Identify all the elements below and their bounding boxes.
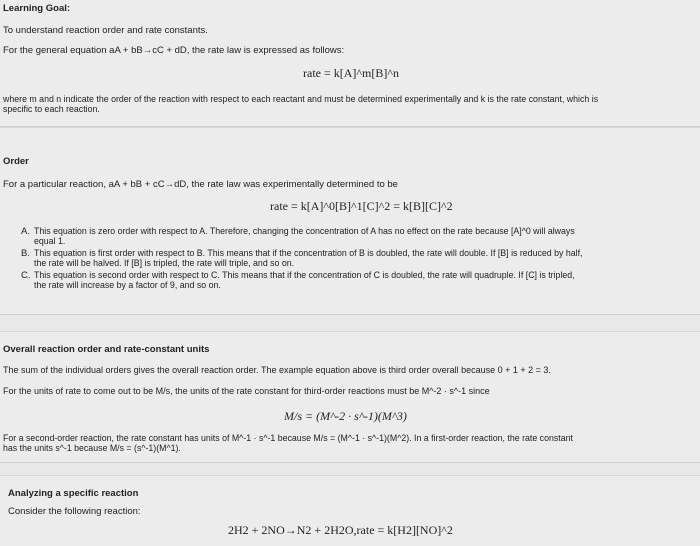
order-item-c-marker: C. xyxy=(21,270,31,281)
general-equation-intro: For the general equation aA + bB→cC + dD, the rate law is expressed as follows: xyxy=(3,45,345,56)
order-item-a-line2: equal 1. xyxy=(34,236,66,246)
order-item-b-line2: the rate will be halved. If [B] is tripled, the rate will triple, and so on. xyxy=(34,258,295,268)
general-rate-law: rate = k[A]^m[B]^n xyxy=(303,66,399,80)
order-section xyxy=(0,127,700,315)
learning-goal-heading: Learning Goal: xyxy=(3,3,71,14)
consider-text: Consider the following reaction: xyxy=(8,506,141,517)
order-heading: Order xyxy=(3,156,29,167)
where-explanation-line1: where m and n indicate the order of the reaction with respect to each reactant and must be determined experimentally and k is the rate constant, which is xyxy=(3,94,599,104)
order-item-c-line1: This equation is second order with respect to C. This means that if the concentration of C is doubled, the rate will quadruple. If [C] is tripled, xyxy=(34,270,575,280)
analyzing-heading: Analyzing a specific reaction xyxy=(8,488,139,499)
learning-goal-section xyxy=(0,0,700,127)
overall-order-heading: Overall reaction order and rate-constant units xyxy=(3,344,210,355)
order-intro: For a particular reaction, aA + bB + cC→dD, the rate law was experimentally determined to be xyxy=(3,179,398,190)
analyzing-section xyxy=(0,475,700,546)
units-line: For the units of rate to come out to be M/s, the units of the rate constant for third-order reactions must be M^-2 · s^-1 since xyxy=(3,386,490,396)
order-item-c-line2: the rate will increase by a factor of 9, and so on. xyxy=(34,280,221,290)
second-order-line2: has the units s^-1 because M/s = (s^-1)(M^1). xyxy=(3,443,181,453)
overall-order-section xyxy=(0,331,700,463)
specific-reaction: 2H2 + 2NO→N2 + 2H2O,rate = k[H2][NO]^2 xyxy=(228,523,453,537)
units-equation: M/s = (M^-2 · s^-1)(M^3) xyxy=(284,409,407,423)
order-item-a-marker: A. xyxy=(21,226,30,237)
overall-sum-line: The sum of the individual orders gives the overall reaction order. The example equation above is third order overall because 0 + 1 + 2 = 3. xyxy=(3,365,551,375)
order-item-b-marker: B. xyxy=(21,248,30,259)
where-explanation-line2: specific to each reaction. xyxy=(3,104,100,114)
learning-goal-text: To understand reaction order and rate constants. xyxy=(3,25,208,36)
order-rate-law: rate = k[A]^0[B]^1[C]^2 = k[B][C]^2 xyxy=(270,199,453,213)
order-item-b-line1: This equation is first order with respect to B. This means that if the concentration of B is doubled, the rate will double. If [B] is reduced by half, xyxy=(34,248,583,258)
second-order-line1: For a second-order reaction, the rate constant has units of M^-1 · s^-1 because M/s = (M^-1 · s^-1)(M^2). In a first-order reaction, the rate constant xyxy=(3,433,573,443)
order-item-a-line1: This equation is zero order with respect to A. Therefore, changing the concentration of A has no effect on the rate because [A]^0 will always xyxy=(34,226,575,236)
